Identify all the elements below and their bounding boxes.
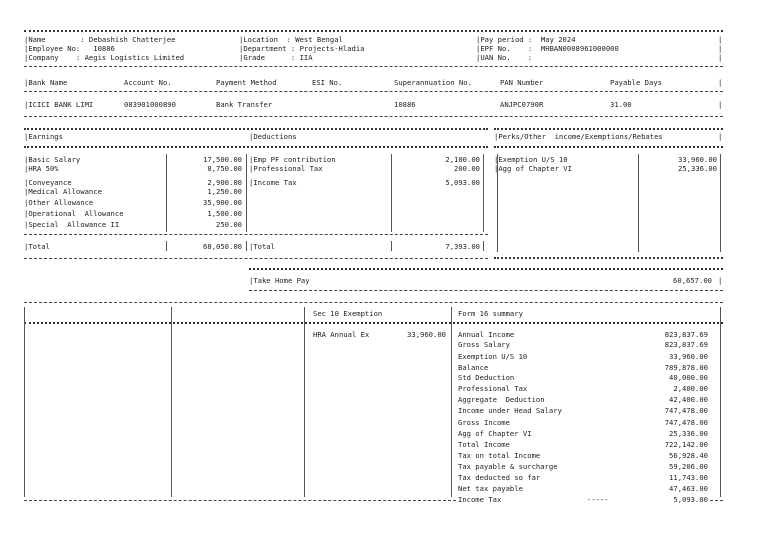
grade-row: |Grade : IIA <box>239 53 313 62</box>
employee-name: Debashish Chatterjee <box>88 35 176 44</box>
deduction-amount: 2,100.00 <box>445 155 480 164</box>
take-home-top-border <box>249 268 723 270</box>
grade-value: IIA <box>299 53 313 62</box>
epf-row: |EPF No. : MHBAN0008961000000 <box>476 44 619 53</box>
sec10-label: HRA Annual Ex <box>313 330 370 339</box>
earning-label: |Medical Allowance <box>24 187 102 196</box>
form16-label: Gross Salary <box>458 340 510 349</box>
form16-label: Agg of Chapter VI <box>458 429 532 438</box>
deduction-label: |Professional Tax <box>249 164 323 173</box>
bank-header-superannuation: Superannuation No. <box>394 78 472 87</box>
right-edge: | <box>718 276 723 285</box>
take-home-amount: 60,657.00 <box>673 276 712 285</box>
dash-filler: ----- <box>587 495 609 504</box>
earnings-title: |Earnings <box>24 132 63 141</box>
divider <box>24 322 723 324</box>
form16-label: Exemption U/S 10 <box>458 352 528 361</box>
column-separator <box>24 307 25 497</box>
deductions-total: 7,393.00 <box>445 242 480 251</box>
deduction-amount: 200.00 <box>454 164 480 173</box>
form16-amount: 33,960.00 <box>669 352 708 361</box>
earning-amount: 1,250.00 <box>207 187 242 196</box>
form16-amount: 56,928.40 <box>669 451 708 460</box>
column-separator <box>246 241 247 251</box>
perks-title: |Perks/Other income/Exemptions/Rebates <box>494 132 663 141</box>
earning-label: |Conveyance <box>24 178 72 187</box>
department-value: Projects-Hladia <box>299 44 365 53</box>
top-border <box>24 30 723 32</box>
right-edge: | <box>718 78 723 87</box>
form16-label: Aggregate Deduction <box>458 395 545 404</box>
form16-amount: 40,000.00 <box>669 373 708 382</box>
form16-amount: 5,093.00 <box>612 495 708 504</box>
earning-label: |Special Allowance II <box>24 220 120 229</box>
section-top-border <box>494 128 723 130</box>
bank-header-payment-method: Payment Method <box>216 78 277 87</box>
divider <box>24 258 488 259</box>
payable-days-value: 31.00 <box>610 100 632 109</box>
form16-amount: 42,400.00 <box>669 395 708 404</box>
perk-label: |Exemption U/S 10 <box>494 155 568 164</box>
perk-amount: 33,960.00 <box>678 155 717 164</box>
earning-label: |HRA 50% <box>24 164 59 173</box>
column-separator <box>246 154 247 232</box>
company-name: Aegis Logistics Limited <box>84 53 185 62</box>
column-separator <box>166 154 167 232</box>
divider <box>249 290 723 291</box>
sec10-title: Sec 10 Exemption <box>313 309 383 318</box>
form16-amount: 2,400.00 <box>673 384 708 393</box>
deductions-total-label: |Total <box>249 242 275 251</box>
column-separator <box>451 307 452 497</box>
bottom-border <box>710 500 723 501</box>
deduction-amount: 5,093.00 <box>445 178 480 187</box>
name-row: |Name : Debashish Chatterjee <box>24 35 176 44</box>
divider <box>494 257 723 259</box>
right-edge: | <box>718 53 723 62</box>
payment-method-value: Bank Transfer <box>216 100 273 109</box>
section-header-border <box>494 146 723 148</box>
divider <box>24 91 723 92</box>
form16-label: Tax deducted so far <box>458 473 541 482</box>
column-separator <box>166 241 167 251</box>
bank-name-value: |ICICI BANK LIMI <box>24 100 94 109</box>
company-row: |Company : Aegis Logistics Limited <box>24 53 185 62</box>
earning-label: |Operational Allowance <box>24 209 124 218</box>
deductions-title: |Deductions <box>249 132 297 141</box>
earning-amount: 8,750.00 <box>207 164 242 173</box>
earnings-total-label: |Total <box>24 242 50 251</box>
bank-header-esi-no: ESI No. <box>312 78 343 87</box>
column-separator <box>638 154 639 252</box>
location-value: West Bengal <box>295 35 343 44</box>
department-row: |Department : Projects-Hladia <box>239 44 365 53</box>
right-edge: | <box>718 35 723 44</box>
earning-amount: 17,500.00 <box>203 155 242 164</box>
epf-value: MHBAN0008961000000 <box>540 44 619 53</box>
divider <box>24 66 723 67</box>
divider <box>24 302 723 303</box>
earnings-total: 68,050.00 <box>203 242 242 251</box>
form16-amount: 59,206.00 <box>669 462 708 471</box>
form16-label: Income under Head Salary <box>458 406 562 415</box>
uan-row: |UAN No. : <box>476 53 533 62</box>
form16-label: Std Deduction <box>458 373 515 382</box>
deduction-label: |Emp PF contribution <box>249 155 336 164</box>
earning-label: |Other Allowance <box>24 198 94 207</box>
right-edge: | <box>718 44 723 53</box>
form16-title: Form 16 summary <box>458 309 523 318</box>
bank-header-account-no: Account No. <box>124 78 172 87</box>
column-separator <box>497 154 498 252</box>
sec10-amount: 33,960.00 <box>407 330 446 339</box>
pay-period-row: |Pay period : May 2024 <box>476 35 576 44</box>
column-separator <box>483 154 484 232</box>
column-separator <box>391 154 392 232</box>
form16-amount: 25,336.00 <box>669 429 708 438</box>
bank-header-bank-name: |Bank Name <box>24 78 68 87</box>
earning-label: |Basic Salary <box>24 155 81 164</box>
form16-label: Balance <box>458 363 489 372</box>
form16-label: Net tax payable <box>458 484 523 493</box>
column-separator <box>483 241 484 251</box>
section-top-border <box>24 128 488 130</box>
form16-amount: 11,743.00 <box>669 473 708 482</box>
bottom-border <box>24 500 456 501</box>
pay-period-value: May 2024 <box>540 35 576 44</box>
column-separator <box>720 154 721 252</box>
form16-amount: 747,478.00 <box>664 418 708 427</box>
column-separator <box>171 307 172 497</box>
bank-header-payable-days: Payable Days <box>610 78 662 87</box>
bank-header-pan: PAN Number <box>500 78 544 87</box>
right-edge: | <box>718 100 723 109</box>
form16-amount: 823,837.69 <box>664 330 708 339</box>
esi-no-value: 10886 <box>394 100 416 109</box>
right-edge: | <box>718 132 723 141</box>
form16-amount: 47,463.00 <box>669 484 708 493</box>
form16-amount: 823,837.69 <box>664 340 708 349</box>
earning-amount: 2,900.00 <box>207 178 242 187</box>
deduction-label: |Income Tax <box>249 178 297 187</box>
column-separator <box>391 241 392 251</box>
earning-amount: 250.00 <box>216 220 242 229</box>
take-home-label: |Take Home Pay <box>249 276 310 285</box>
form16-amount: 789,878.00 <box>664 363 708 372</box>
form16-amount: 722,142.00 <box>664 440 708 449</box>
earning-amount: 35,900.00 <box>203 198 242 207</box>
section-header-border <box>24 146 488 148</box>
perk-label: |Agg of Chapter VI <box>494 164 572 173</box>
location-row: |Location : West Bengal <box>239 35 343 44</box>
form16-amount: 747,478.00 <box>664 406 708 415</box>
employee-no-row: |Employee No: 10886 <box>24 44 115 53</box>
column-separator <box>720 307 721 497</box>
form16-label: Total Income <box>458 440 510 449</box>
form16-label: Professional Tax <box>458 384 528 393</box>
pan-value: ANJPC0790R <box>500 100 544 109</box>
form16-label: Income Tax <box>458 495 502 504</box>
divider <box>24 234 488 235</box>
divider <box>24 116 723 117</box>
column-separator <box>304 307 305 497</box>
form16-label: Gross Income <box>458 418 510 427</box>
account-no-value: 083901000890 <box>124 100 176 109</box>
employee-no: 10886 <box>93 44 115 53</box>
form16-label: Tax on total Income <box>458 451 541 460</box>
earning-amount: 1,500.00 <box>207 209 242 218</box>
form16-label: Annual Income <box>458 330 515 339</box>
perk-amount: 25,336.00 <box>678 164 717 173</box>
form16-label: Tax payable & surcharge <box>458 462 558 471</box>
